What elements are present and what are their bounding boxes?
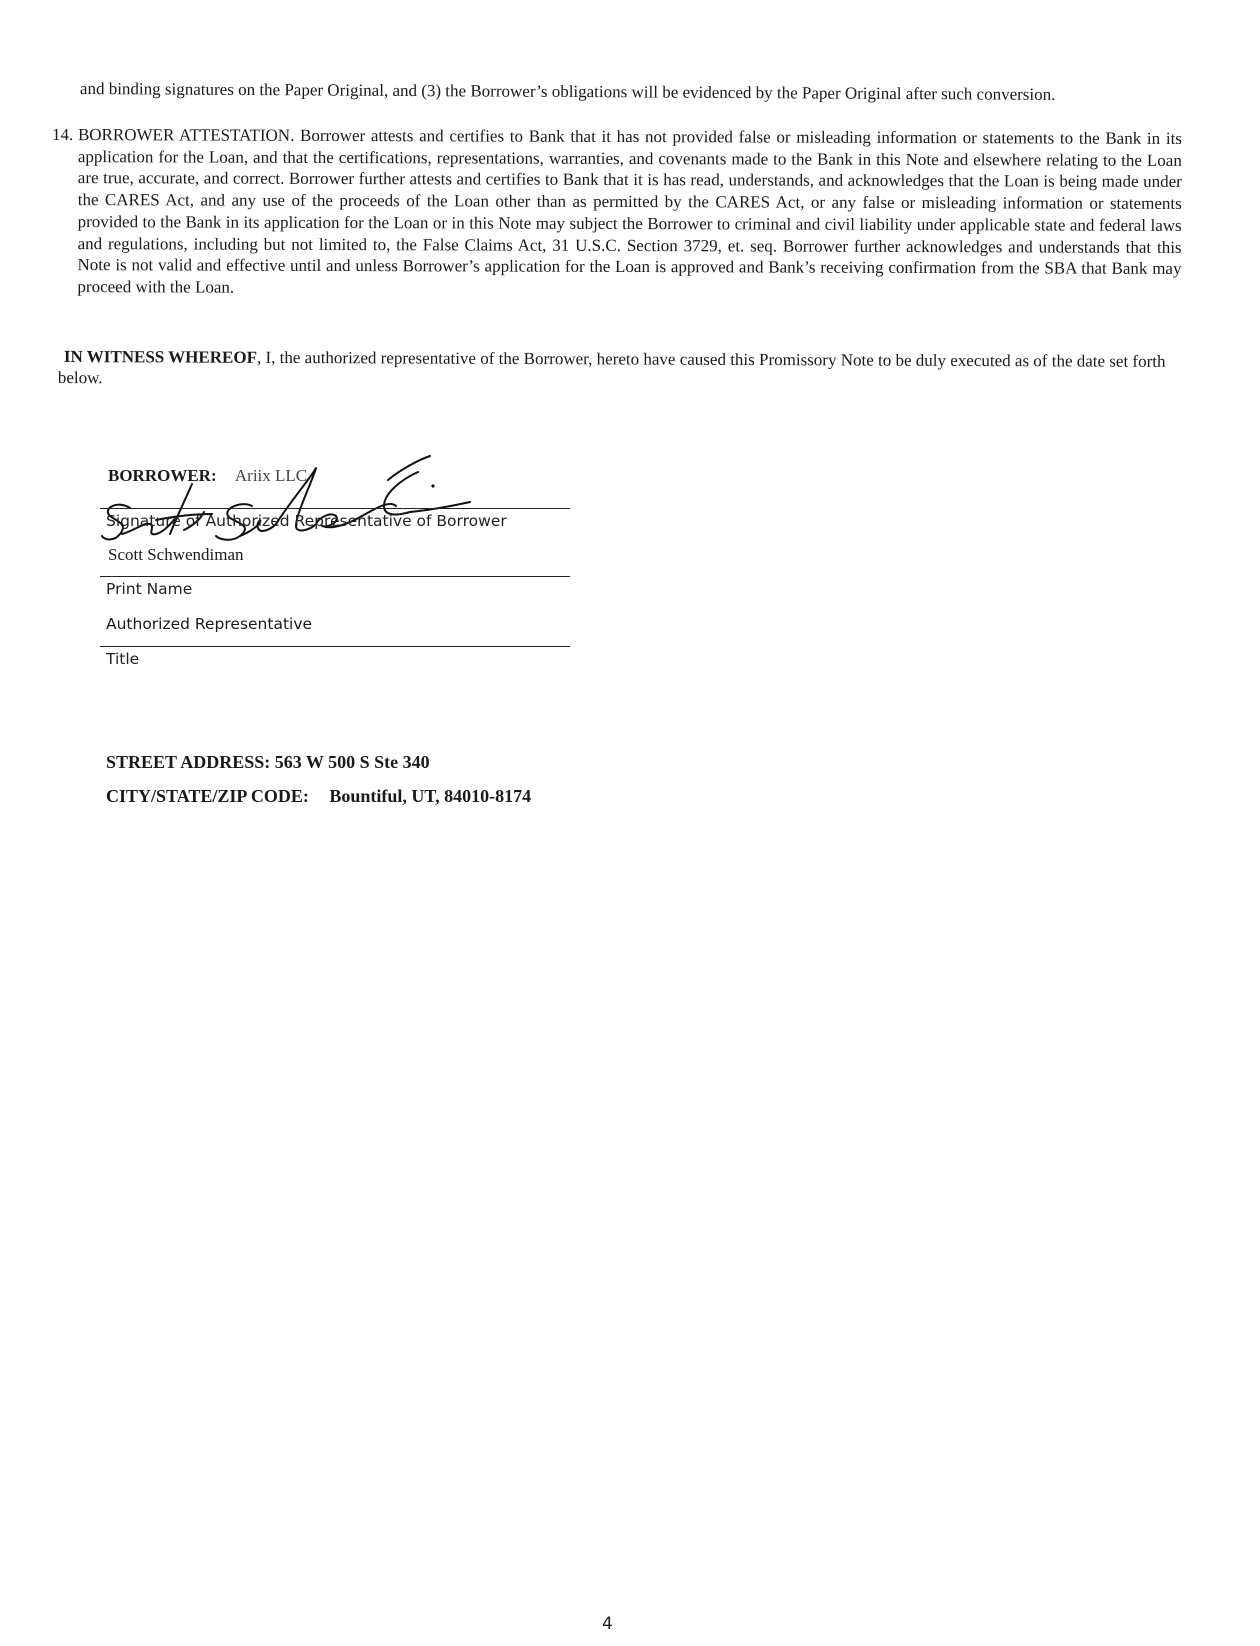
street-address-label: STREET ADDRESS: <box>106 752 271 772</box>
city-state-zip-label: CITY/STATE/ZIP CODE: <box>106 786 309 806</box>
handwritten-signature <box>100 450 520 550</box>
page-number: 4 <box>602 1614 613 1634</box>
city-state-zip-value: Bountiful, UT, 84010-8174 <box>329 786 532 806</box>
print-name-caption: Print Name <box>106 580 193 598</box>
section-14-text: BORROWER ATTESTATION. Borrower attests and certifies to Bank that it has not provided false or misleading information or statements to the Bank in its application for the Loan, and that the certifications, representations, warranties, and covenants made to the Bank in this Note and elsewhere relating to the Loan are true, accurate, and correct. Borrower further attests and certifies to Bank that it is has read, understands, and acknowledges that the Loan is being made under the CARES Act, and any use of the proceeds of the Loan other than as permitted by the CARES Act, or any false or misleading information or statements provided to the Bank in its application for the Loan or in this Note may subject the Borrower to criminal and civil liability under applicable state and federal laws and regulations, including but not limited to, the False Claims Act, 31 U.S.C. Section 3729, et. seq. Borrower further acknowledges and understands that this Note is not valid and effective until and unless Borrower’s application for the Loan is approved and Bank’s receiving confirmation from the SBA that Bank may proceed with the Loan. <box>77 125 1182 297</box>
witness-lead: IN WITNESS WHEREOF <box>63 347 258 367</box>
borrower-label: BORROWER: <box>108 466 217 485</box>
print-name-value: Scott Schwendiman <box>108 545 244 564</box>
street-address-value: 563 W 500 S Ste 340 <box>274 752 430 772</box>
print-name-rule <box>100 576 570 577</box>
signature-caption: Signature of Authorized Representative of Borrower <box>106 512 507 530</box>
title-caption: Title <box>106 650 140 668</box>
street-address-line <box>106 752 430 773</box>
signature-rule <box>100 508 570 509</box>
title-value: Authorized Representative <box>106 615 313 633</box>
section-number: 14. <box>51 124 74 145</box>
witness-clause <box>58 346 1188 393</box>
borrower-value: Ariix LLC <box>234 466 308 485</box>
section-14-borrower-attestation <box>51 124 1182 302</box>
city-state-zip-line <box>106 786 531 807</box>
title-rule <box>100 646 570 647</box>
continuation-paragraph: and binding signatures on the Paper Original, and (3) the Borrower’s obligations will be evidenced by the Paper Original after such conversion. <box>79 78 1056 104</box>
witness-text: , I, the authorized representative of the Borrower, hereto have caused this Promissory Note to be duly executed as of the date set forth below. <box>57 347 1166 388</box>
